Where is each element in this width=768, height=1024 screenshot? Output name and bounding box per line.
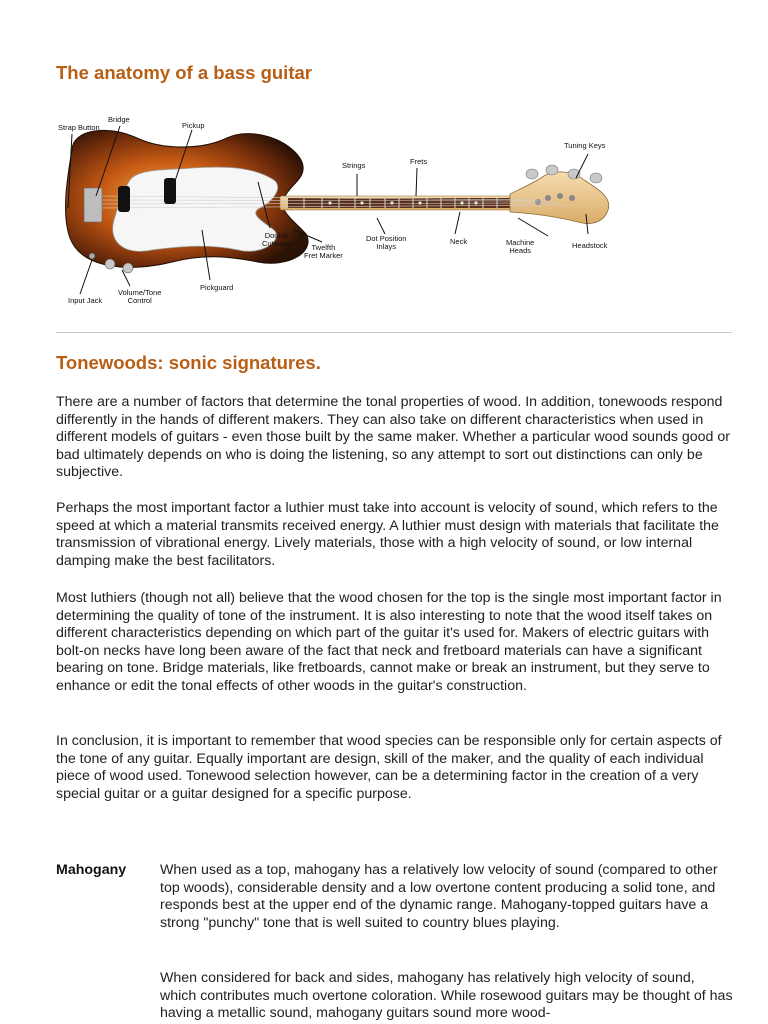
label-dot-position-line1: Dot Position [366, 234, 407, 243]
label-pickguard: Pickguard [200, 283, 234, 292]
label-machine-heads [506, 239, 534, 255]
label-input-jack: Input Jack [68, 296, 103, 305]
page-title: The anatomy of a bass guitar [56, 62, 312, 83]
label-volume-tone-line1: Volume/Tone [118, 288, 162, 297]
bass-guitar-illustration [52, 110, 622, 315]
label-neck: Neck [450, 237, 468, 246]
label-twelfth-fret-line2: Fret Marker [304, 251, 343, 260]
label-pickup: Pickup [182, 121, 205, 130]
label-tuning-keys: Tuning Keys [564, 141, 606, 150]
label-twelfth-fret-line1: Twelfth [311, 243, 336, 252]
label-double-cutaway-line1: Double [264, 231, 289, 240]
label-strings: Strings [342, 161, 366, 170]
label-machine-heads-line1: Machine [506, 238, 535, 247]
label-twelfth-fret [304, 244, 343, 260]
section-divider [56, 332, 732, 333]
label-strap-button: Strap Button [58, 123, 100, 132]
label-volume-tone [118, 289, 161, 305]
paragraph-top-wood: Most luthiers (though not all) believe that the wood chosen for the top is the single most important factor in determining the quality of tone of the instrument. It is also interesting to note that the wood itself takes on different characteristics depending on which part of the guitar it's used for. Makers of electric guitars with bolt-on necks have long been aware of the fact that neck and fretboard materials can have a significant bearing on tone. Bridge materials, like fretboards, cannot make or break an instrument, but they serve to enhance or edit the tonal effects of other woods in the guitar's construction. [56, 590, 722, 694]
label-volume-tone-line2: Control [127, 296, 152, 305]
label-dot-position [366, 235, 406, 251]
section-title: Tonewoods: sonic signatures. [56, 352, 321, 373]
pickup-shape-1 [118, 186, 130, 212]
bass-guitar-diagram [52, 110, 622, 315]
input-jack-shape [89, 253, 95, 259]
paragraph-conclusion: In conclusion, it is important to remember that wood species can be responsible only for certain aspects of the tone of any guitar. Equally important are design, skill of the maker, and the quality of each individual piece of wood used. Tonewood selection however, can be a determining factor in the creation of a very special guitar or a guitar designed for a specific purpose. [56, 733, 722, 802]
wood-name-mahogany: Mahogany [56, 862, 127, 878]
pickguard-shape [113, 167, 278, 251]
mahogany-paragraph-top: When used as a top, mahogany has a relatively low velocity of sound (compared to other top woods), considerable density and a low overtone content producing a solid tone, and responds best at the upper end of the dynamic range. Mahogany-topped guitars have a strong "punchy" tone that is well suited to country blues playing. [160, 862, 718, 931]
label-double-cutaway [262, 232, 291, 248]
paragraph-intro: There are a number of factors that determine the tonal properties of wood. In addition, tonewoods respond differently in the hands of different makers. They can also take on different characteristics when used in different models of guitars - even those built by the same maker. Whether a particular wood sounds good or bad ultimately depends on who is doing the listening, so any attempt to sort out distinctions can only be subjective. [56, 394, 731, 481]
label-machine-heads-line2: Heads [509, 246, 532, 255]
label-dot-position-line2: Inlays [376, 242, 397, 251]
label-headstock: Headstock [572, 241, 608, 250]
label-double-cutaway-line2: Cutaway [262, 239, 292, 248]
label-frets: Frets [410, 157, 428, 166]
bridge-shape [84, 188, 102, 222]
mahogany-paragraph-back-sides: When considered for back and sides, mahogany has relatively high velocity of sound, which contributes much overtone coloration. While rosewood guitars may be thought of has having a metallic sound, mahogany guitars sound more wood- [160, 970, 733, 1022]
paragraph-velocity: Perhaps the most important factor a luthier must take into account is velocity of sound, which refers to the speed at which a material transmits received energy. A luthier must design with materials that facilitate the transmission of vibrational energy. Lively materials, those with a high velocity of sound, or low internal damping make the best facilitators. [56, 500, 719, 569]
label-bridge: Bridge [108, 115, 130, 124]
